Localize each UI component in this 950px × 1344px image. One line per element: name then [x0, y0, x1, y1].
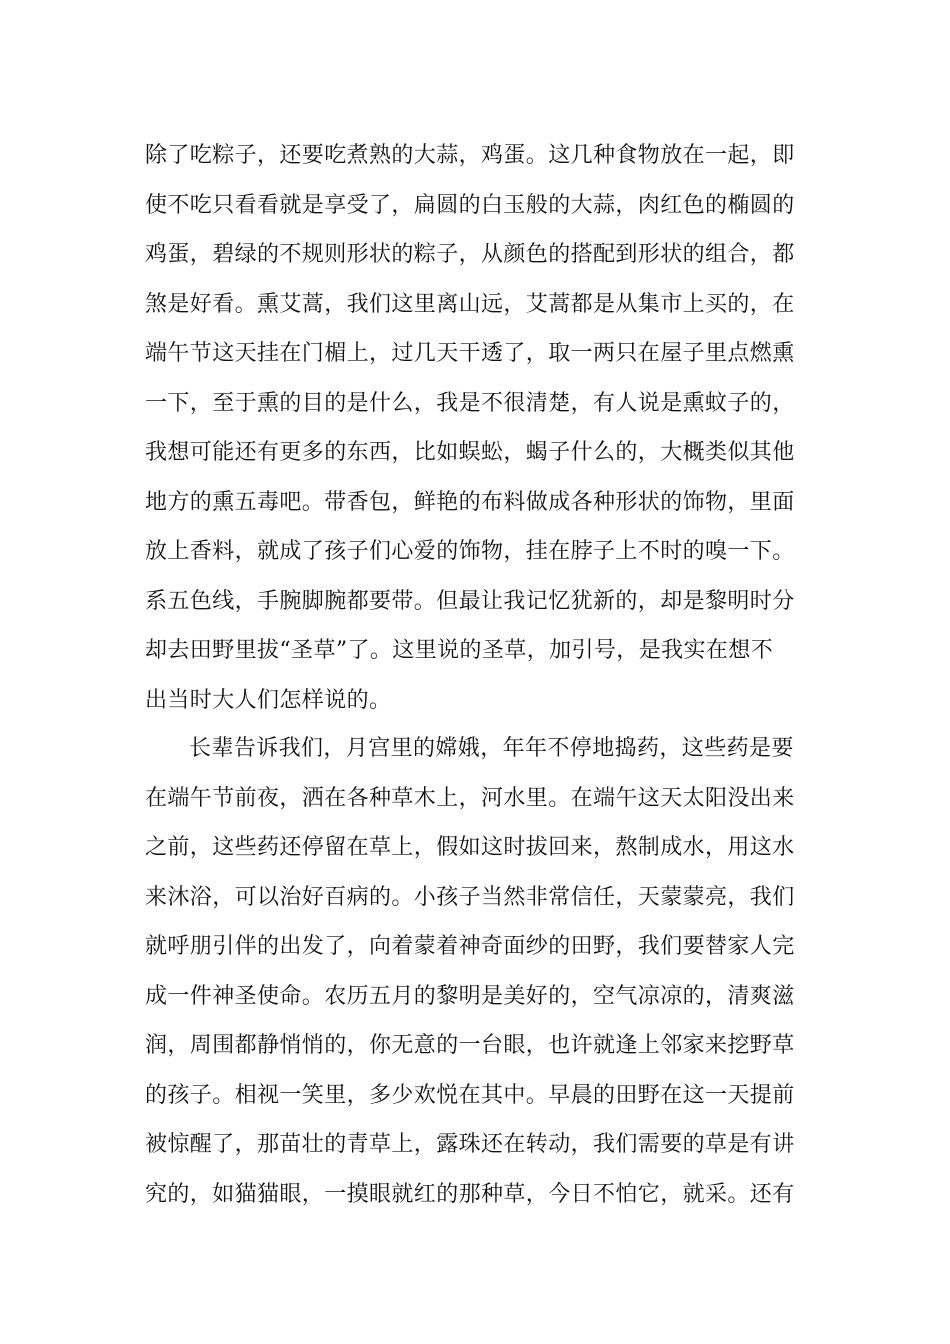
text-line: 在端午节前夜，洒在各种草木上，河水里。在端午这天太阳没出来 [145, 785, 795, 811]
text-line: 系五色线，手腕脚腕都要带。但最让我记忆犹新的，却是黎明时分 [145, 588, 795, 614]
text-line: 的孩子。相视一笑里，多少欢悦在其中。早晨的田野在这一天提前 [145, 1082, 795, 1108]
text-line: 出当时大人们怎样说的。 [145, 687, 392, 713]
text-line: 究的，如猫猫眼，一摸眼就红的那种草，今日不怕它，就采。还有 [145, 1181, 795, 1207]
text-line-indented: 长辈告诉我们，月宫里的嫦娥，年年不停地捣药，这些药是要 [189, 736, 794, 761]
text-line: 我想可能还有更多的东西，比如蜈蚣，蝎子什么的，大概类似其他 [145, 440, 795, 465]
text-line: 煞是好看。熏艾蒿，我们这里离山远，艾蒿都是从集市上买的，在 [145, 291, 795, 317]
text-line: 润，周围都静悄悄的，你无意的一台眼，也许就逢上邻家来挖野草 [145, 1033, 795, 1058]
text-line: 被惊醒了，那苗壮的青草上，露珠还在转动，我们需要的草是有讲 [145, 1132, 795, 1157]
text-line: 就呼朋引伴的出发了，向着蒙着神奇面纱的田野，我们要替家人完 [145, 934, 795, 959]
text-line: 鸡蛋，碧绿的不规则形状的粽子，从颜色的搭配到形状的组合，都 [145, 242, 795, 267]
text-line: 放上香料，就成了孩子们心爱的饰物，挂在脖子上不时的嗅一下。 [145, 539, 795, 564]
text-line: 地方的熏五毒吧。带香包，鲜艳的布料做成各种形状的饰物，里面 [145, 489, 795, 515]
text-line: 一下，至于熏的目的是什么，我是不很清楚，有人说是熏蚊子的， [145, 390, 795, 416]
text-line: 除了吃粽子，还要吃煮熟的大蒜，鸡蛋。这几种食物放在一起，即 [145, 143, 795, 168]
paragraph-2 [145, 724, 809, 1219]
text-line: 端午节这天挂在门楣上，过几天干透了，取一两只在屋子里点燃熏 [145, 341, 795, 366]
text-line: 却去田野里拔“圣草”了。这里说的圣草，加引号，是我实在想不 [145, 638, 774, 663]
text-line: 使不吃只看看就是享受了，扁圆的白玉般的大蒜，肉红色的椭圆的 [145, 192, 795, 218]
text-line: 来沐浴，可以治好百病的。小孩子当然非常信任，天蒙蒙亮，我们 [145, 884, 795, 910]
text-line: 之前，这些药还停留在草上，假如这时拔回来，熬制成水，用这水 [145, 835, 795, 860]
paragraph-1 [145, 131, 809, 725]
text-line: 成一件神圣使命。农历五月的黎明是美好的，空气凉凉的，清爽滋 [145, 983, 795, 1009]
